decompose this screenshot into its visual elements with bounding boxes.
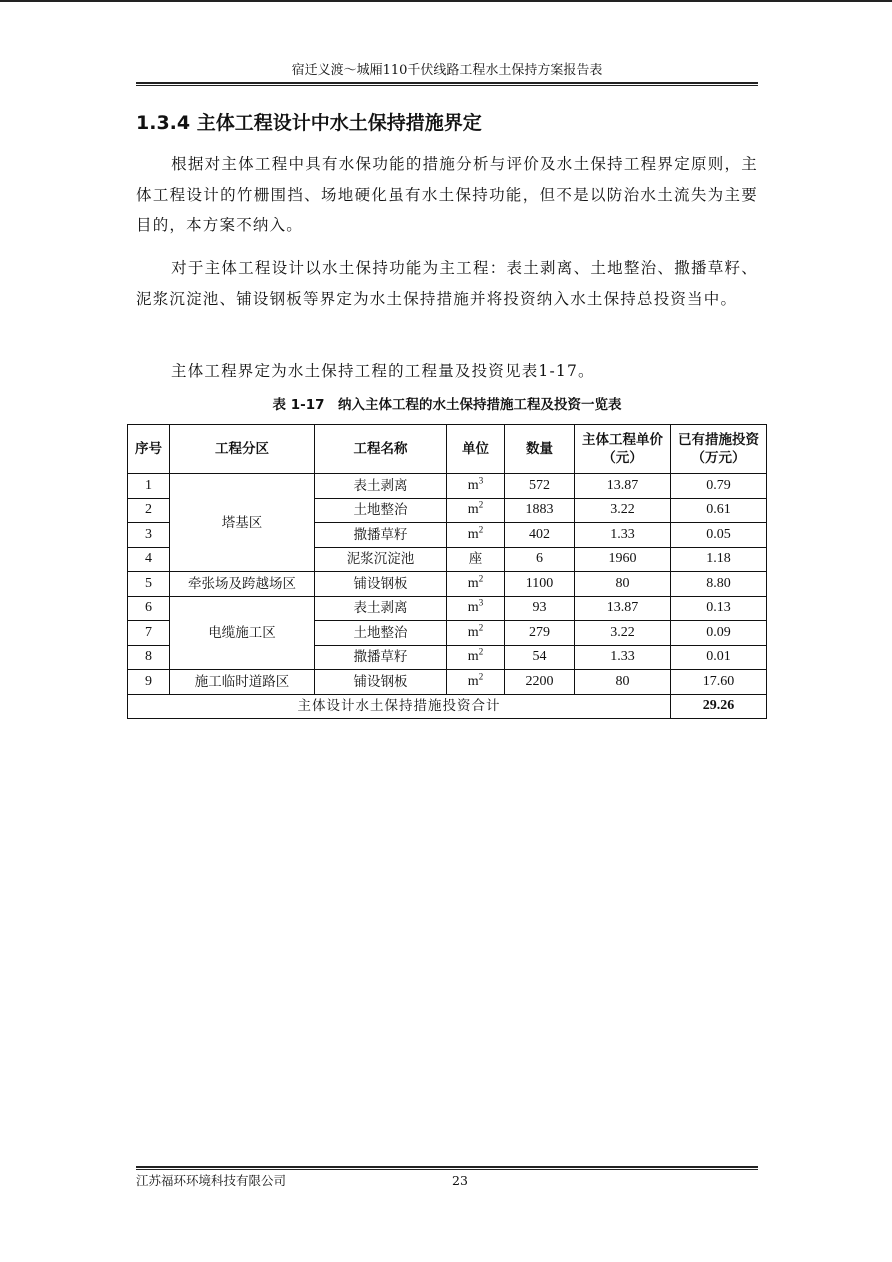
item-name: 表土剥离 <box>315 474 447 499</box>
investment-cell: 0.13 <box>671 596 767 621</box>
quantity-cell: 279 <box>505 621 575 646</box>
quantity-cell: 6 <box>505 547 575 572</box>
column-header-quantity: 数量 <box>505 425 575 474</box>
column-header-zone: 工程分区 <box>170 425 315 474</box>
price-cell: 1960 <box>575 547 671 572</box>
row-number: 6 <box>128 596 170 621</box>
investment-cell: 17.60 <box>671 670 767 695</box>
running-header: 宿迁义渡～城厢110千伏线路工程水土保持方案报告表 <box>291 63 603 78</box>
row-number: 1 <box>128 474 170 499</box>
row-number: 2 <box>128 498 170 523</box>
column-header-investment: 已有措施投资（万元） <box>671 425 767 474</box>
investment-cell: 0.61 <box>671 498 767 523</box>
paragraph-2: 对于主体工程设计以水土保持功能为主工程：表土剥离、土地整治、撒播草籽、泥浆沉淀池、铺设钢板等界定为水土保持措施并将投资纳入水土保持总投资当中。 <box>136 259 758 308</box>
table-caption: 表 1-17 纳入主体工程的水土保持措施工程及投资一览表 <box>272 397 622 413</box>
quantity-cell: 93 <box>505 596 575 621</box>
investment-cell: 0.01 <box>671 645 767 670</box>
item-name: 泥浆沉淀池 <box>315 547 447 572</box>
footer-rule-thin <box>136 1169 758 1170</box>
investment-cell: 8.80 <box>671 572 767 597</box>
column-header-name: 工程名称 <box>315 425 447 474</box>
zone-cell: 塔基区 <box>170 474 315 572</box>
item-name: 表土剥离 <box>315 596 447 621</box>
price-cell: 3.22 <box>575 621 671 646</box>
item-name: 土地整治 <box>315 498 447 523</box>
row-number: 4 <box>128 547 170 572</box>
section-title: 1.3.4 主体工程设计中水土保持措施界定 <box>136 112 482 134</box>
price-cell: 3.22 <box>575 498 671 523</box>
column-header-unit-price: 主体工程单价（元） <box>575 425 671 474</box>
price-cell: 13.87 <box>575 474 671 499</box>
unit-cell: $m^2$ <box>447 670 505 695</box>
quantity-cell: 2200 <box>505 670 575 695</box>
table-row <box>128 474 767 499</box>
total-label: 主体设计水土保持措施投资合计 <box>128 694 671 719</box>
unit-cell: $m^3$ <box>447 474 505 499</box>
unit-cell: $m^2$ <box>447 498 505 523</box>
quantity-cell: 402 <box>505 523 575 548</box>
table-row <box>128 670 767 695</box>
price-cell: 80 <box>575 572 671 597</box>
footer-company: 江苏福环环境科技有限公司 <box>136 1173 287 1188</box>
header-rule-thin <box>136 85 758 86</box>
price-cell: 80 <box>575 670 671 695</box>
row-number: 8 <box>128 645 170 670</box>
table-row <box>128 596 767 621</box>
column-header-unit: 单位 <box>447 425 505 474</box>
unit-cell: $m^3$ <box>447 596 505 621</box>
quantity-cell: 572 <box>505 474 575 499</box>
price-cell: 1.33 <box>575 645 671 670</box>
zone-cell: 施工临时道路区 <box>170 670 315 695</box>
investment-table <box>127 424 767 719</box>
item-name: 土地整治 <box>315 621 447 646</box>
total-row <box>128 694 767 719</box>
unit-cell: 座 <box>447 547 505 572</box>
zone-cell: 电缆施工区 <box>170 596 315 670</box>
footer-rule <box>136 1166 758 1168</box>
unit-cell: $m^2$ <box>447 523 505 548</box>
header-rule <box>136 82 758 84</box>
page-number: 23 <box>452 1173 468 1188</box>
price-cell: 13.87 <box>575 596 671 621</box>
item-name: 撒播草籽 <box>315 645 447 670</box>
row-number: 3 <box>128 523 170 548</box>
unit-cell: $m^2$ <box>447 572 505 597</box>
investment-cell: 0.05 <box>671 523 767 548</box>
item-name: 撒播草籽 <box>315 523 447 548</box>
row-number: 7 <box>128 621 170 646</box>
quantity-cell: 1100 <box>505 572 575 597</box>
investment-cell: 1.18 <box>671 547 767 572</box>
item-name: 铺设钢板 <box>315 572 447 597</box>
paragraph-1: 根据对主体工程中具有水保功能的措施分析与评价及水土保持工程界定原则，主体工程设计的竹栅围挡、场地硬化虽有水土保持功能，但不是以防治水土流失为主要目的，本方案不纳入。 <box>136 155 758 234</box>
unit-cell: $m^2$ <box>447 621 505 646</box>
table-row <box>128 572 767 597</box>
column-header-no: 序号 <box>128 425 170 474</box>
page-top-border <box>0 0 892 2</box>
quantity-cell: 1883 <box>505 498 575 523</box>
table-header-row <box>128 425 767 474</box>
row-number: 5 <box>128 572 170 597</box>
unit-cell: $m^2$ <box>447 645 505 670</box>
row-number: 9 <box>128 670 170 695</box>
zone-cell: 牵张场及跨越场区 <box>170 572 315 597</box>
investment-cell: 0.09 <box>671 621 767 646</box>
investment-cell: 0.79 <box>671 474 767 499</box>
item-name: 铺设钢板 <box>315 670 447 695</box>
total-value: 29.26 <box>671 694 767 719</box>
quantity-cell: 54 <box>505 645 575 670</box>
paragraph-3: 主体工程界定为水土保持工程的工程量及投资见表1-17。 <box>171 362 595 380</box>
price-cell: 1.33 <box>575 523 671 548</box>
